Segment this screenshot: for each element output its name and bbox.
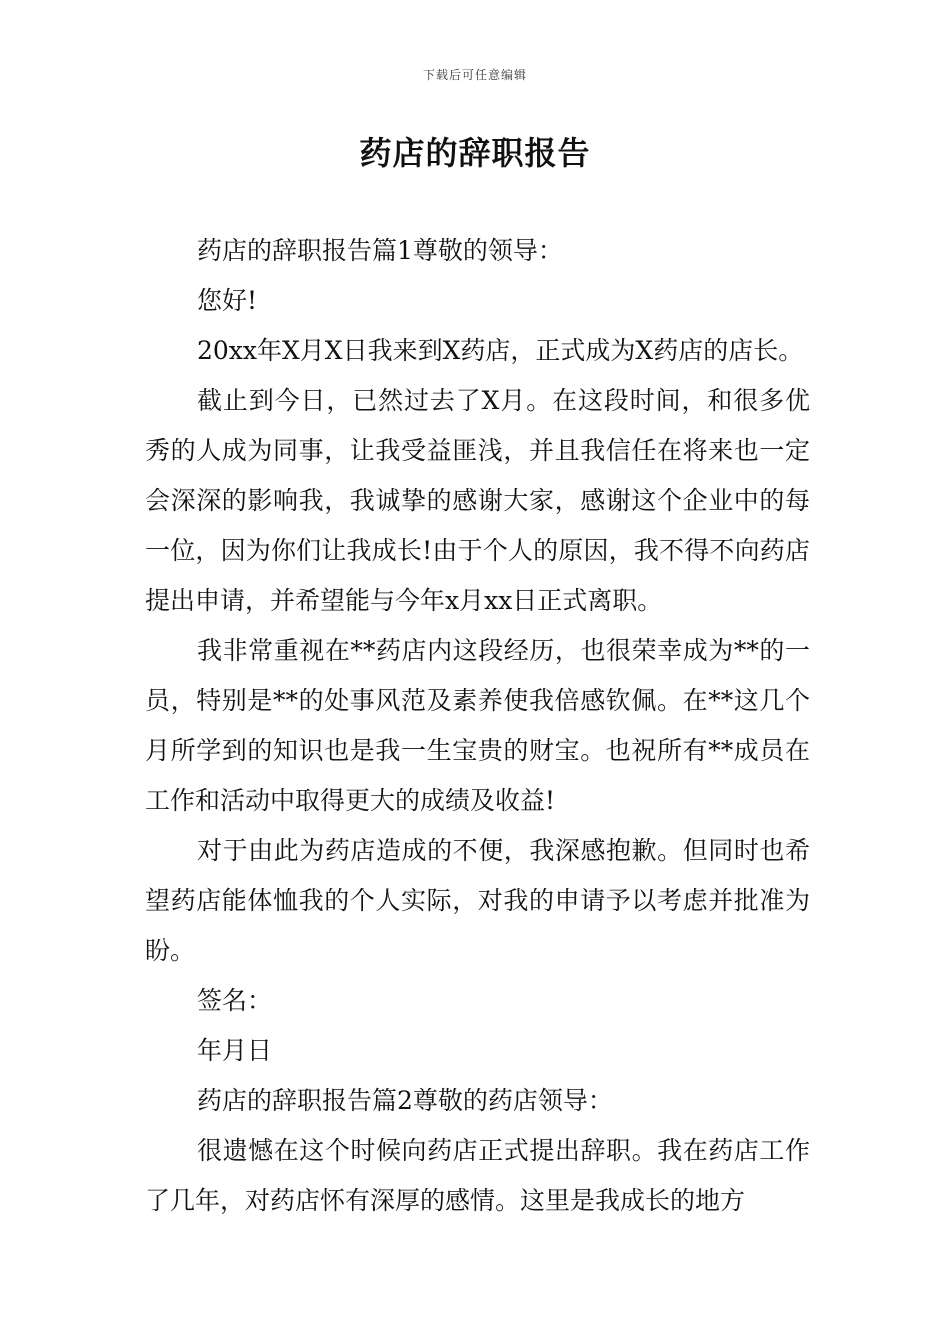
- paragraph-apology: 对于由此为药店造成的不便，我深感抱歉。但同时也希望药店能体恤我的个人实际，对我的申请予以考虑并批准为盼。: [145, 836, 810, 965]
- header-note: 下载后可任意编辑: [422, 68, 527, 82]
- paragraph-salutation-1: 药店的辞职报告篇1尊敬的领导：: [197, 236, 563, 265]
- paragraph-greeting: 您好!: [197, 286, 258, 315]
- paragraph-salutation-2: 药店的辞职报告篇2尊敬的药店领导：: [197, 1086, 613, 1115]
- paragraph-gratitude: 我非常重视在**药店内这段经历，也很荣幸成为**的一员，特别是**的处事风范及素养使我倍感钦佩。在**这几个月所学到的知识也是我一生宝贵的财宝。也祝所有**成员在工作和活动中取得更大的成绩及收益!: [145, 636, 810, 815]
- paragraph-resignation-2: 很遗憾在这个时候向药店正式提出辞职。我在药店工作了几年，对药店怀有深厚的感情。这里是我成长的地方: [145, 1136, 810, 1215]
- document-body: [145, 226, 810, 1226]
- paragraph-reason: 截止到今日，已然过去了X月。在这段时间，和很多优秀的人成为同事，让我受益匪浅，并且我信任在将来也一定会深深的影响我，我诚挚的感谢大家，感谢这个企业中的每一位，因为你们让我成长!由于个人的原因，我不得不向药店提出申请，并希望能与今年x月xx日正式离职。: [145, 386, 810, 615]
- document-title: 药店的辞职报告: [359, 134, 591, 172]
- paragraph-date: 年月日: [197, 1036, 273, 1065]
- paragraph-signature: 签名：: [197, 986, 273, 1015]
- paragraph-start-date: 20xx年X月X日我来到X药店，正式成为X药店的店长。: [197, 336, 804, 365]
